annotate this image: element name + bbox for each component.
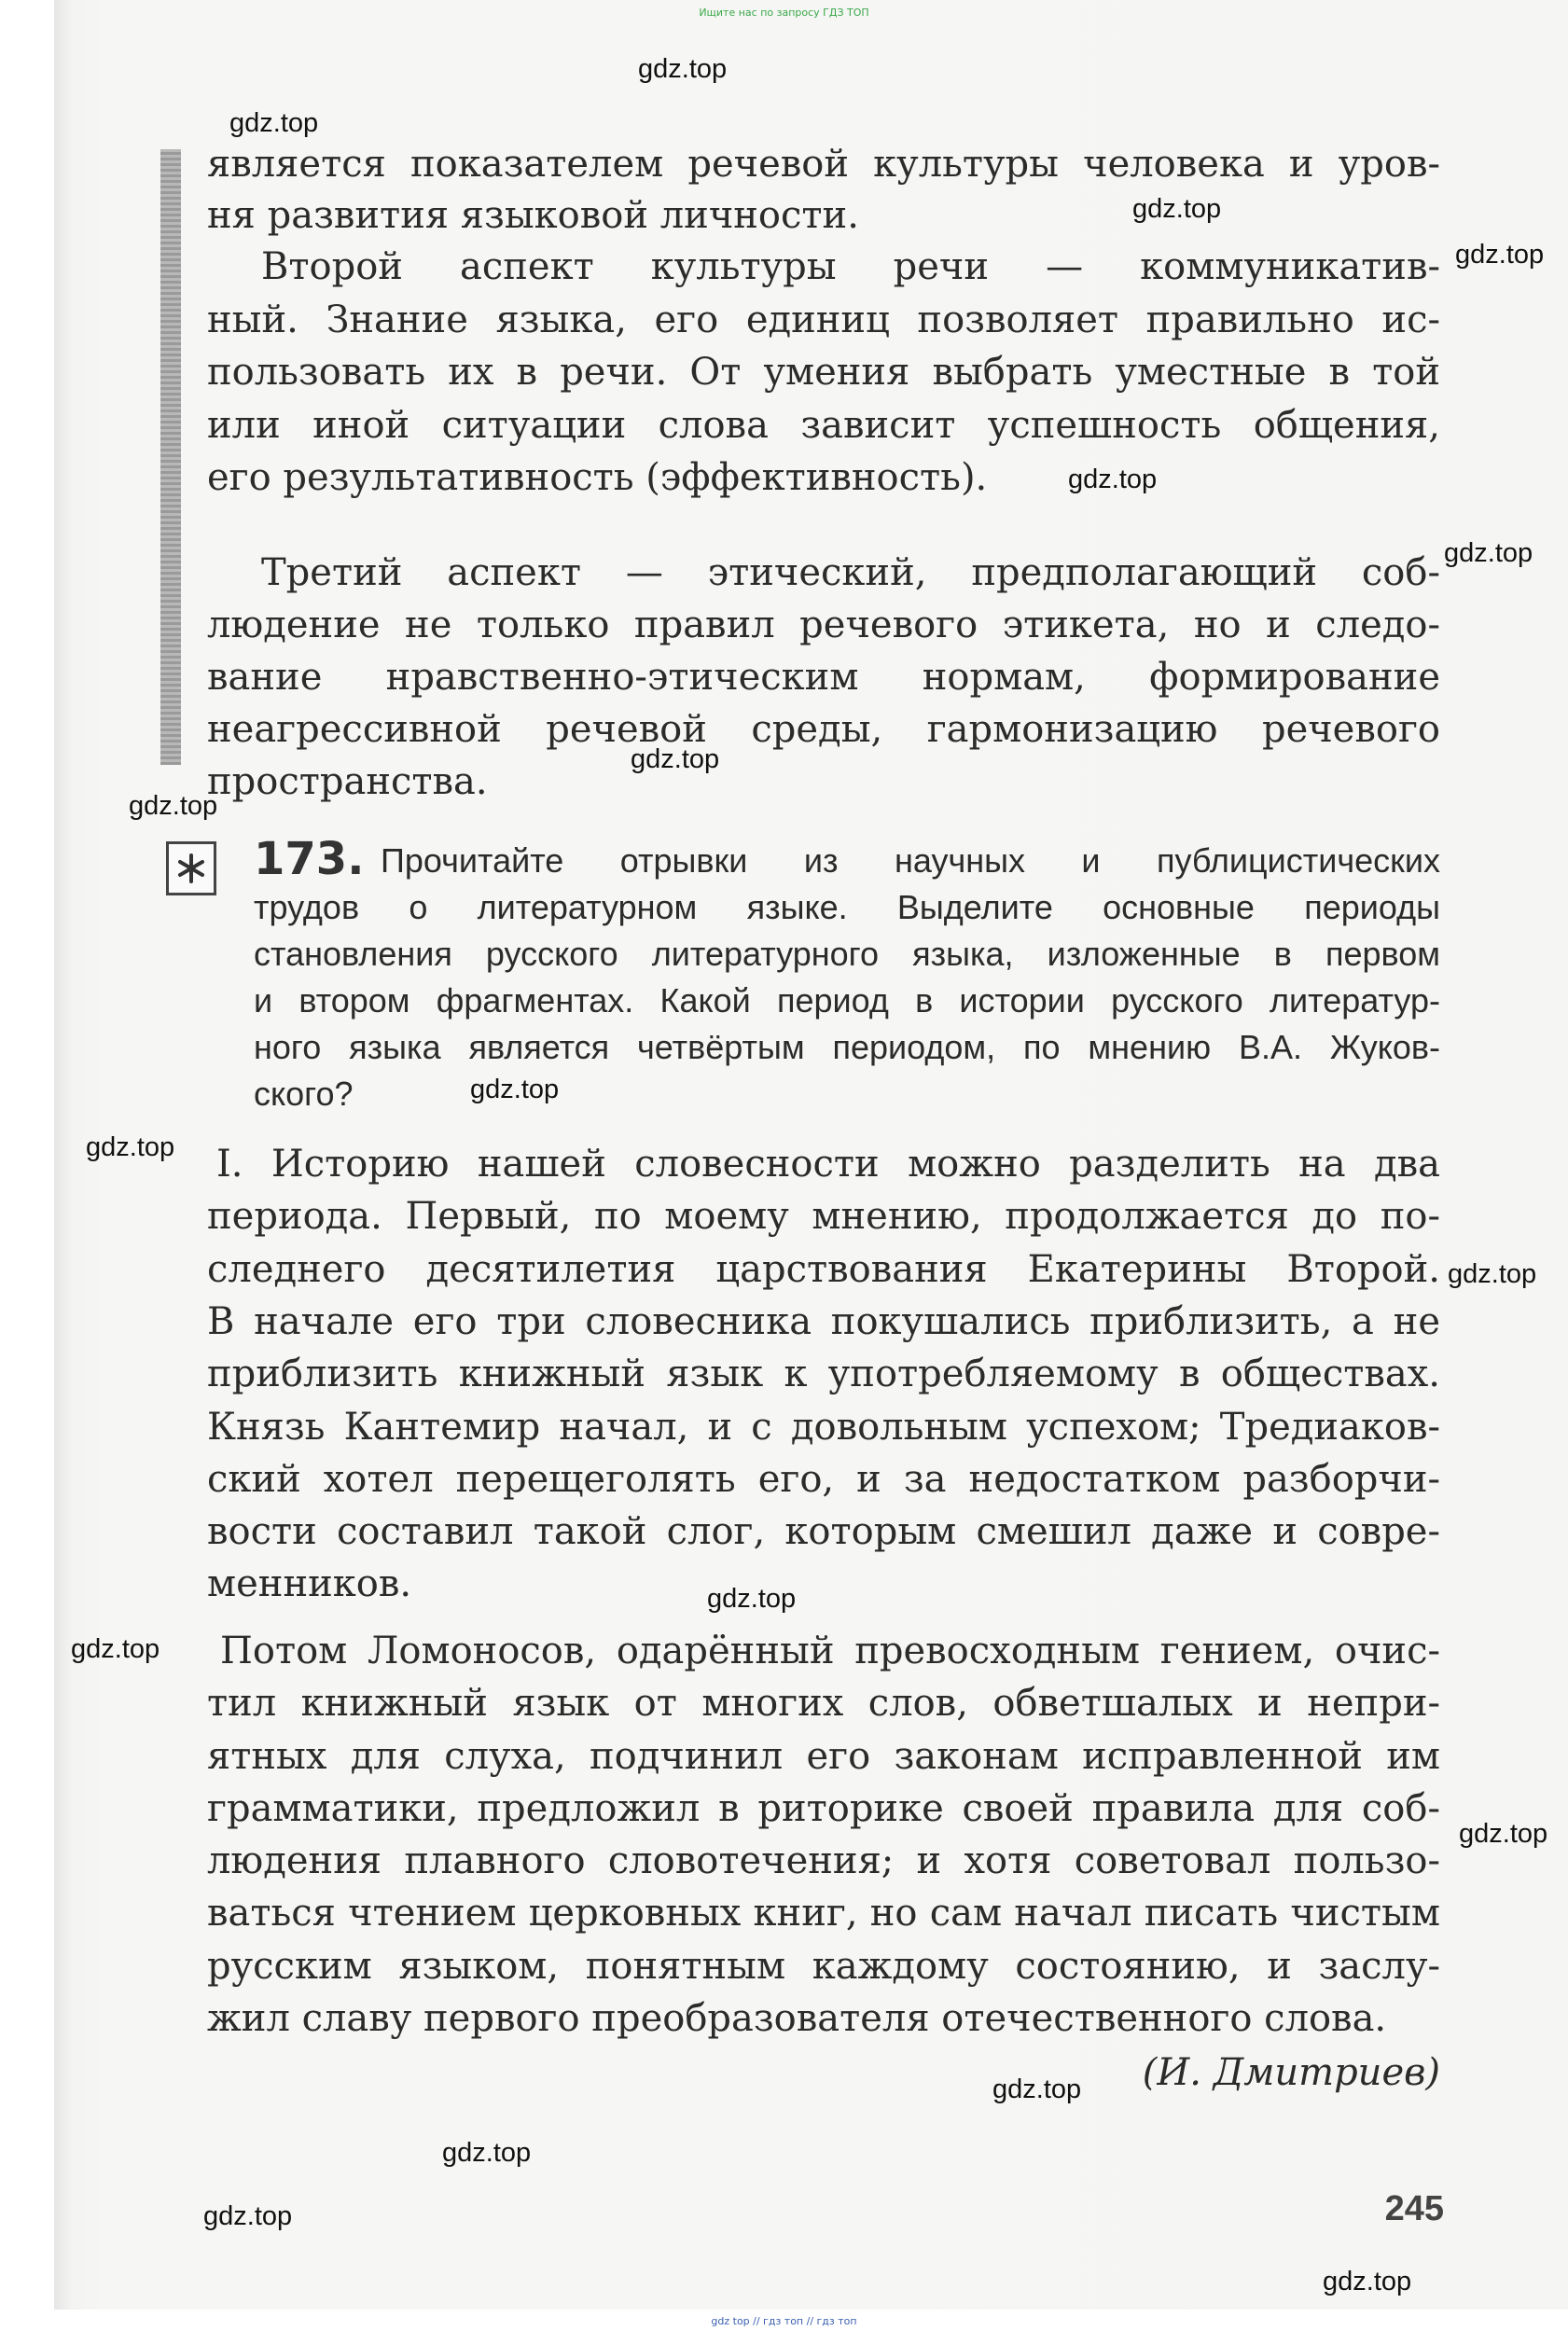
theory-line: его результативность (эффективность). <box>207 456 988 499</box>
theory-line: неагрессивной речевой среды, гармонизацию речевого <box>207 708 1440 751</box>
exercise-line: Прочитайте отрывки из научных и публицистических <box>381 841 1440 880</box>
exercise-line: трудов о литературном языке. Выделите основные периоды <box>254 888 1440 926</box>
watermark: gdz.top <box>442 2138 532 2168</box>
watermark: gdz.top <box>229 108 319 138</box>
watermark: gdz.top <box>1323 2267 1412 2296</box>
watermark: gdz.top <box>71 1634 160 1664</box>
text-line: I. Историю нашей словесности можно разделить на два <box>216 1143 1440 1186</box>
theory-line: или иной ситуации слова зависит успешность общения, <box>207 404 1440 447</box>
watermark: gdz.top <box>1444 538 1533 568</box>
watermark: gdz.top <box>992 2074 1082 2104</box>
text-line: ваться чтением церковных книг, но сам начал писать чистым <box>207 1892 1440 1935</box>
text-line: людения плавного словотечения; и хотя советовал пользо- <box>207 1839 1440 1882</box>
bottom-banner[interactable]: gdz top // гдз топ // гдз топ <box>711 2315 857 2327</box>
text-line: грамматики, предложил в риторике своей правила для соб- <box>207 1787 1440 1830</box>
text-line: русским языком, понятным каждому состоянию, и заслу- <box>207 1945 1440 1988</box>
theory-line: ня развития языковой личности. <box>207 194 859 237</box>
text-line: следнего десятилетия царствования Екатерины Второй. <box>207 1248 1440 1291</box>
theory-line: ный. Знание языка, его единиц позволяет правильно ис- <box>207 298 1440 341</box>
text-line: В начале его три словесника покушались приблизить, а не <box>207 1300 1440 1343</box>
text-line: ятных для слуха, подчинил его законам исправленной им <box>207 1735 1440 1778</box>
watermark: gdz.top <box>638 54 728 84</box>
text-line: менников. <box>207 1562 412 1605</box>
text-line: Потом Ломоносов, одарённый превосходным гением, очис- <box>220 1630 1440 1672</box>
text-line: приблизить книжный язык к употребляемому в обществах. <box>207 1353 1440 1395</box>
exercise-line: и втором фрагментах. Какой период в истории русского литератур- <box>254 981 1440 1020</box>
exercise-line: становления русского литературного языка, изложенные в первом <box>254 935 1440 973</box>
theory-line: Второй аспект культуры речи — коммуникатив- <box>261 245 1440 288</box>
star-icon <box>166 841 216 895</box>
watermark: gdz.top <box>129 791 218 821</box>
theory-line: является показателем речевой культуры человека и уров- <box>207 143 1440 186</box>
exercise-line: ского? <box>254 1075 354 1113</box>
watermark: gdz.top <box>1132 194 1222 224</box>
text-line: жил славу первого преобразователя отечественного слова. <box>207 1997 1387 2040</box>
theory-sidebar-bar <box>160 149 181 765</box>
watermark: gdz.top <box>86 1132 175 1162</box>
theory-line: вание нравственно-этическим нормам, формирование <box>207 656 1440 699</box>
exercise-number: 173. <box>254 833 365 885</box>
text-line: тил книжный язык от многих слов, обветшалых и непри- <box>207 1682 1440 1725</box>
watermark: gdz.top <box>203 2201 293 2231</box>
watermark: gdz.top <box>1455 240 1545 270</box>
text-line: ский хотел перещеголять его, и за недостатком разборчи- <box>207 1458 1440 1501</box>
watermark: gdz.top <box>1068 465 1158 494</box>
exercise-line: ного языка является четвёртым периодом, по мнению В.А. Жуков- <box>254 1028 1440 1066</box>
text-line: вости составил такой слог, которым смешил даже и совре- <box>207 1510 1440 1553</box>
theory-line: людение не только правил речевого этикета, но и следо- <box>207 604 1440 646</box>
watermark: gdz.top <box>1459 1819 1548 1849</box>
text-line: периода. Первый, по моему мнению, продолжается до по- <box>207 1195 1440 1238</box>
watermark: gdz.top <box>470 1075 560 1104</box>
page-number: 245 <box>1384 2189 1444 2228</box>
watermark: gdz.top <box>1448 1259 1537 1289</box>
theory-line: пространства. <box>207 760 488 803</box>
theory-line: пользовать их в речи. От умения выбрать уместные в той <box>207 351 1440 394</box>
watermark: gdz.top <box>631 744 720 774</box>
top-banner[interactable]: Ищите нас по запросу ГДЗ ТОП <box>699 7 869 19</box>
watermark: gdz.top <box>707 1584 797 1614</box>
text-line: Князь Кантемир начал, и с довольным успехом; Тредиаков- <box>207 1406 1440 1449</box>
theory-line: Третий аспект — этический, предполагающий соб- <box>261 551 1440 594</box>
text-attribution: (И. Дмитриев) <box>1142 2051 1440 2094</box>
